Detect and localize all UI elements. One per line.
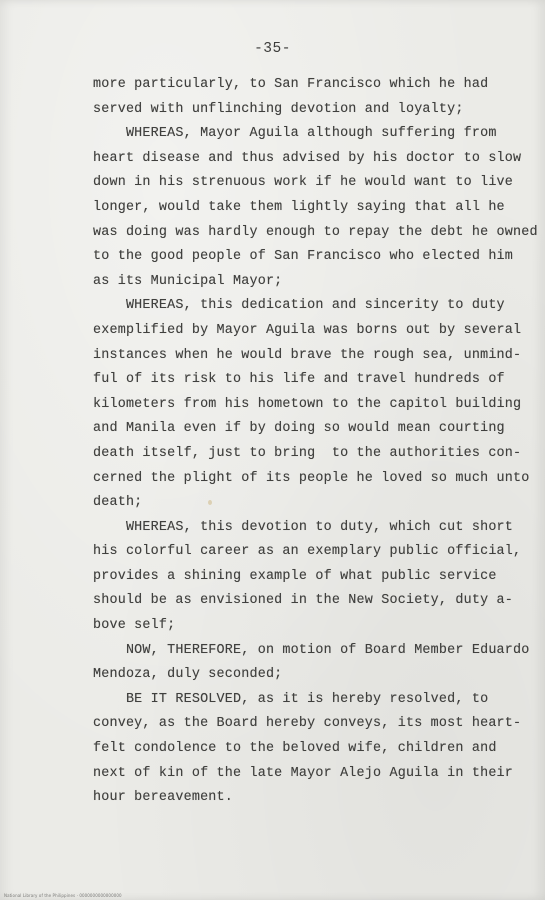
text-line: more particularly, to San Francisco which he had: [93, 77, 489, 92]
text-line: to the good people of San Francisco who elected him: [93, 249, 514, 265]
text-line: and Manila even if by doing so would mean courting: [93, 421, 505, 437]
text-line: cerned the plight of its people he loved so much unto: [93, 470, 530, 486]
archive-footer-stamp: National Library of the Philippines · 0000000000000000: [4, 893, 122, 898]
text-line: as its Municipal Mayor;: [93, 273, 283, 289]
text-line: served with unflinching devotion and loyalty;: [93, 101, 464, 117]
text-line: bove self;: [93, 618, 176, 634]
text-line: instances when he would brave the rough sea, unmind-: [93, 347, 522, 363]
text-line: felt condolence to the beloved wife, children and: [93, 741, 497, 757]
text-line: was doing was hardly enough to repay the debt he owned: [93, 224, 538, 240]
text-line: Mendoza, duly seconded;: [93, 667, 283, 683]
paper-speck: [208, 500, 212, 505]
text-line: death itself, just to bring to the authorities con-: [93, 445, 522, 461]
text-line: WHEREAS, this devotion to duty, which cut short: [93, 519, 514, 535]
text-line: convey, as the Board hereby conveys, its most heart-: [93, 716, 522, 732]
resolution-body-text: [93, 73, 538, 811]
text-line: kilometers from his hometown to the capitol building: [93, 396, 522, 412]
text-line: BE IT RESOLVED, as it is hereby resolved, to: [93, 691, 489, 707]
text-line: his colorful career as an exemplary public official,: [93, 544, 522, 560]
text-line: death;: [93, 495, 143, 511]
text-line: provides a shining example of what public service: [93, 568, 497, 584]
text-line: exemplified by Mayor Aguila was borns out by several: [93, 322, 522, 338]
page-number: -35-: [254, 41, 291, 57]
text-line: WHEREAS, Mayor Aguila although suffering from: [93, 126, 497, 142]
text-line: next of kin of the late Mayor Alejo Aguila in their: [93, 765, 514, 781]
text-line: WHEREAS, this dedication and sincerity to duty: [93, 298, 505, 314]
text-line: longer, would take them lightly saying that all he: [93, 199, 505, 215]
text-line: should be as envisioned in the New Society, duty a-: [93, 593, 514, 609]
text-line: NOW, THEREFORE, on motion of Board Member Eduardo: [93, 642, 530, 658]
text-line: down in his strenuous work if he would want to live: [93, 175, 514, 191]
text-line: heart disease and thus advised by his doctor to slow: [93, 150, 522, 166]
text-line: ful of its risk to his life and travel hundreds of: [93, 372, 505, 388]
text-line: hour bereavement.: [93, 790, 234, 806]
